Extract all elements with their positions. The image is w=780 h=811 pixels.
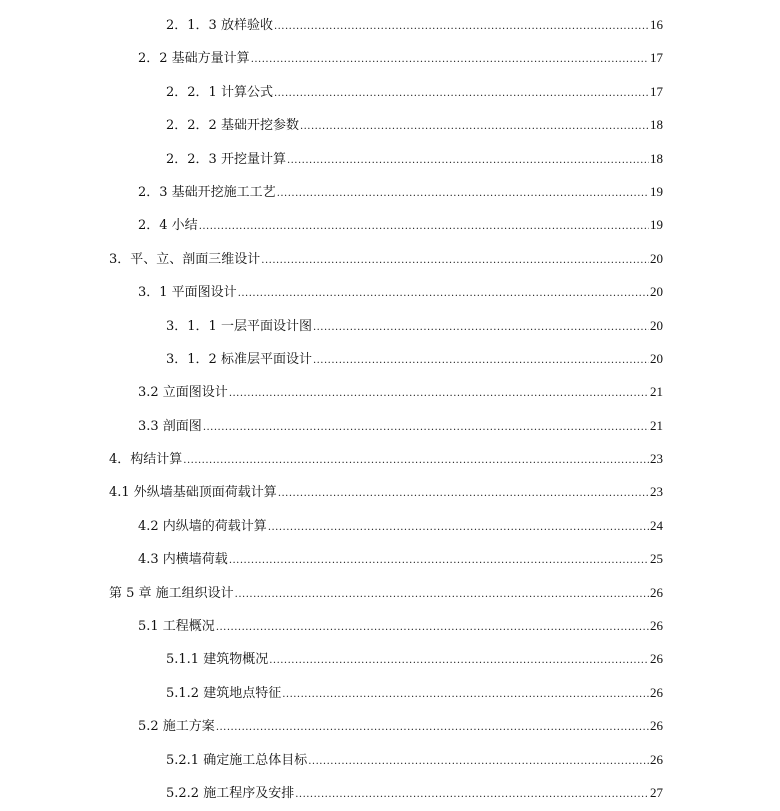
toc-entry-page: 17 [650,83,663,99]
toc-dot-leader [229,377,649,410]
toc-entry-title: 2．2．2 基础开挖参数 [166,118,299,134]
toc-dot-leader [199,210,649,243]
toc-entry[interactable] [0,576,780,609]
toc-entry[interactable] [0,8,780,41]
toc-entry[interactable] [0,776,780,809]
toc-dot-leader [229,544,649,577]
toc-entry-page: 17 [650,50,663,66]
toc-dot-leader [183,444,649,477]
toc-dot-leader [274,10,649,43]
toc-entry-title: 4.3 内横墙荷载 [138,552,228,568]
toc-entry-title: 5.2.2 施工程序及安排 [166,785,295,801]
toc-dot-leader [268,511,649,544]
toc-dot-leader [308,745,649,778]
toc-entry-page: 20 [650,350,663,366]
toc-dot-leader [216,611,649,644]
toc-entry-page: 20 [650,250,663,266]
toc-dot-leader [295,778,649,811]
toc-entry-page: 16 [650,17,663,32]
toc-entry-title: 2．1．3 放样验收 [166,18,273,33]
toc-entry[interactable] [0,542,780,575]
toc-entry[interactable] [0,509,780,542]
toc-entry[interactable] [0,375,780,408]
toc-entry-page: 24 [650,517,663,533]
toc-entry[interactable] [0,108,780,141]
toc-entry[interactable] [0,642,780,675]
toc-dot-leader [261,244,649,277]
toc-entry[interactable] [0,208,780,241]
toc-dot-leader [203,411,649,444]
toc-entry-page: 26 [650,684,663,700]
toc-entry-title: 5.1 工程概况 [138,619,215,635]
toc-dot-leader [277,177,649,210]
toc-entry-title: 4.2 内纵墙的荷载计算 [138,518,267,534]
toc-entry[interactable] [0,475,780,508]
toc-dot-leader [235,578,649,611]
toc-entry-page: 26 [650,584,663,600]
toc-dot-leader [278,477,649,510]
toc-dot-leader [300,110,649,143]
toc-entry-title: 3.2 立面图设计 [138,385,228,401]
toc-entry-page: 23 [650,484,663,500]
toc-entry-page: 25 [650,551,663,567]
toc-entry-title: 3．1．2 标准层平面设计 [166,351,312,367]
toc-entry-page: 19 [650,217,663,233]
toc-entry[interactable] [0,242,780,275]
toc-entry[interactable] [0,309,780,342]
toc-entry-page: 26 [650,651,663,667]
toc-dot-leader [238,277,649,310]
toc-entry[interactable] [0,75,780,108]
toc-entry[interactable] [0,743,780,776]
toc-entry[interactable] [0,442,780,475]
toc-dot-leader [269,644,649,677]
toc-entry-page: 26 [650,751,663,767]
toc-entry[interactable] [0,342,780,375]
toc-entry-title: 4.1 外纵墙基础顶面荷载计算 [109,485,277,501]
toc-entry-page: 20 [650,284,663,300]
toc-entry[interactable] [0,142,780,175]
toc-entry-page: 26 [650,718,663,734]
toc-entry-page: 20 [650,317,663,333]
toc-entry-title: 5.1.1 建筑物概况 [166,652,269,668]
toc-dot-leader [274,77,649,110]
toc-entry[interactable] [0,409,780,442]
toc-dot-leader [313,344,649,377]
toc-entry-title: 2．3 基础开挖施工工艺 [138,184,276,200]
toc-dot-leader [313,311,649,344]
toc-entry-page: 26 [650,618,663,634]
toc-entry-title: 3．1 平面图设计 [138,285,237,301]
toc-entry-title: 3．1．1 一层平面设计图 [166,318,312,334]
toc-entry-title: 3．平、立、剖面三维设计 [109,251,261,267]
toc-dot-leader [287,144,649,177]
toc-entry-page: 23 [650,451,663,467]
toc-entry-page: 18 [650,117,663,133]
toc-entry[interactable] [0,709,780,742]
toc-entry-page: 21 [650,384,663,400]
toc-dot-leader [282,678,649,711]
toc-entry-title: 4．构结计算 [109,452,183,468]
toc-dot-leader [251,43,649,76]
table-of-contents [0,8,780,809]
toc-entry-page: 27 [650,784,663,800]
toc-entry[interactable] [0,275,780,308]
toc-entry-page: 18 [650,150,663,166]
toc-entry-title: 5.1.2 建筑地点特征 [166,685,282,701]
toc-entry-title: 2．2．1 计算公式 [166,84,273,100]
toc-entry[interactable] [0,676,780,709]
toc-entry-title: 2．2．3 开挖量计算 [166,151,286,167]
toc-entry-title: 5.2.1 确定施工总体目标 [166,752,308,768]
toc-entry[interactable] [0,41,780,74]
toc-entry-title: 5.2 施工方案 [138,719,215,735]
toc-entry[interactable] [0,609,780,642]
toc-entry-title: 第 5 章 施工组织设计 [109,585,234,601]
toc-entry-title: 2．4 小结 [138,218,198,234]
toc-entry-title: 3.3 剖面图 [138,418,202,434]
toc-entry-page: 21 [650,417,663,433]
toc-entry[interactable] [0,175,780,208]
toc-dot-leader [216,711,649,744]
toc-entry-title: 2．2 基础方量计算 [138,51,250,67]
toc-entry-page: 19 [650,183,663,199]
